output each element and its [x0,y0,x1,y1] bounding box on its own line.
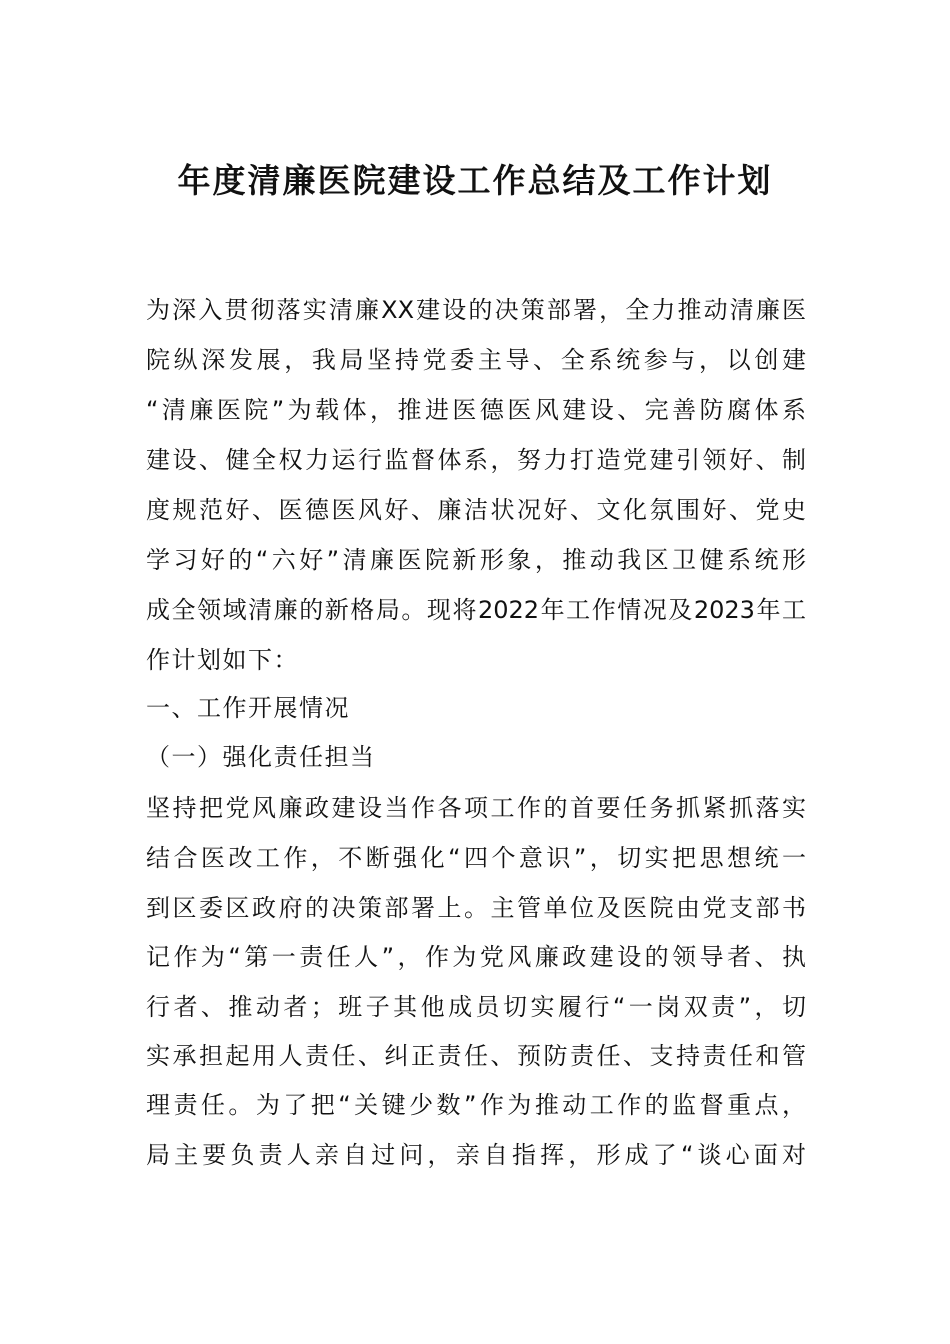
body-line: 理责任。为了把“关键少数”作为推动工作的监督重点， [146,1091,806,1119]
body-line: 行者、推动者；班子其他成员切实履行“一岗双责”，切 [146,993,806,1021]
body-line: 坚持把党风廉政建设当作各项工作的首要任务抓紧抓落实 [146,794,806,822]
intro-line: 学习好的“六好”清廉医院新形象，推动我区卫健系统形 [146,546,806,574]
intro-line: 度规范好、医德医风好、廉洁状况好、文化氛围好、党史 [146,496,806,524]
intro-line: 建设、健全权力运行监督体系，努力打造党建引领好、制 [146,446,806,474]
intro-line: “清廉医院”为载体，推进医德医风建设、完善防腐体系 [146,396,806,424]
body-line: 实承担起用人责任、纠正责任、预防责任、支持责任和管 [146,1042,806,1070]
intro-line: 为深入贯彻落实清廉XX建设的决策部署，全力推动清廉医 [146,296,806,324]
intro-line: 院纵深发展，我局坚持党委主导、全系统参与，以创建 [146,346,806,374]
intro-line: 成全领域清廉的新格局。现将2022年工作情况及2023年工 [146,596,806,624]
intro-line: 作计划如下： [146,646,299,674]
document-title: 年度清廉医院建设工作总结及工作计划 [177,161,773,200]
subsection-heading: （一）强化责任担当 [146,743,376,771]
section-heading: 一、工作开展情况 [146,694,350,722]
body-line: 局主要负责人亲自过问，亲自指挥，形成了“谈心面对 [146,1141,806,1169]
body-line: 结合医改工作，不断强化“四个意识”，切实把思想统一 [146,844,806,872]
body-line: 到区委区政府的决策部署上。主管单位及医院由党支部书 [146,894,806,922]
body-line: 记作为“第一责任人”，作为党风廉政建设的领导者、执 [146,943,806,971]
